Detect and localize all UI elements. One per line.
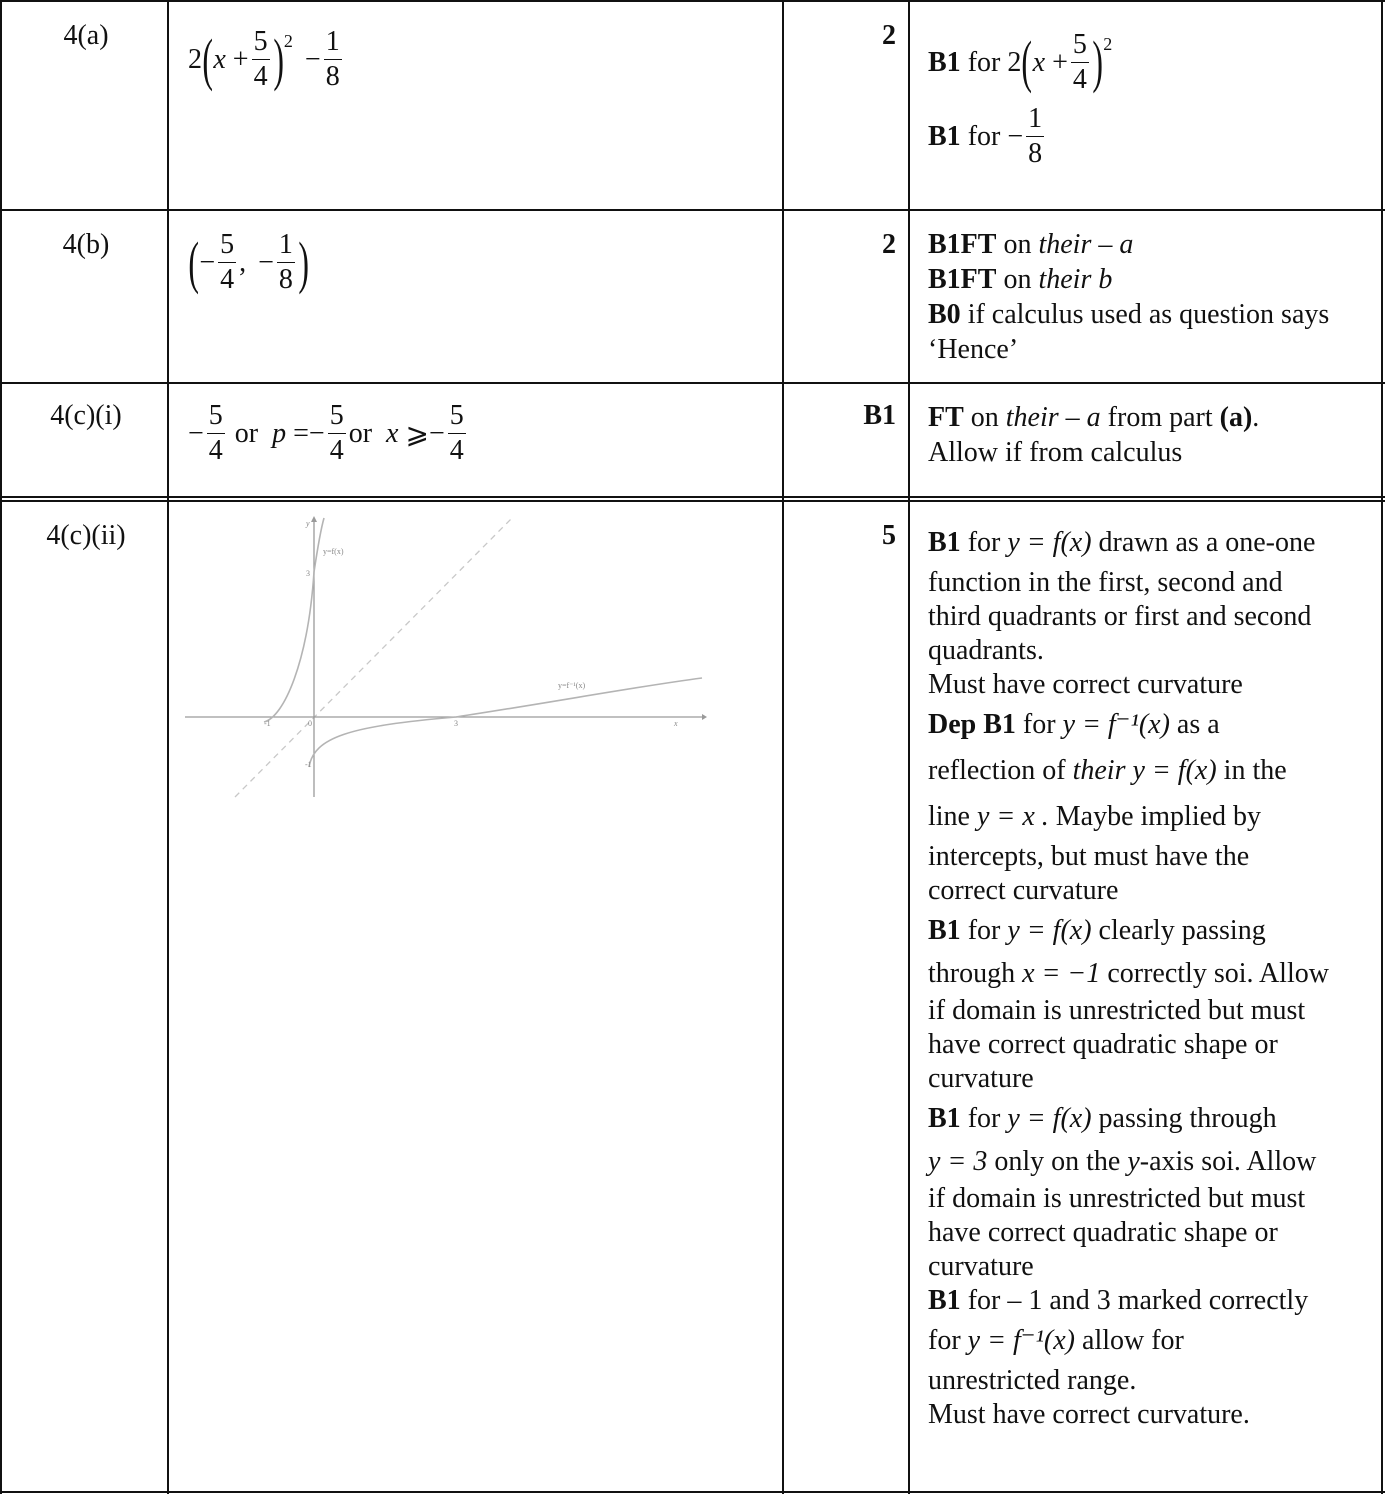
question-number: 4(b)	[62, 229, 110, 260]
row-divider	[0, 496, 1385, 498]
graph-svg	[180, 512, 710, 802]
table-row	[0, 384, 1385, 496]
guidance-text: B1 for 2 ( x + $\frac{5}{4}$ ) $^2$ B1 for − $\frac{1}{8}$	[928, 28, 1113, 169]
answer-expression: 2 ( x + $\frac{5}{4}$ ) $^2$ − $\frac{1}{8}$	[188, 26, 340, 92]
marks-value: 5	[882, 520, 896, 551]
question-number: 4(c)(i)	[50, 400, 122, 431]
graph-figure	[180, 512, 710, 802]
label-f-inverse: y=f⁻¹(x)	[558, 681, 586, 690]
question-number: 4(a)	[63, 20, 109, 51]
axis-label-y: y	[306, 519, 310, 528]
marks-value: 2	[882, 20, 896, 51]
line-y-equals-x	[235, 518, 512, 797]
axis-label-x: x	[674, 719, 678, 728]
answer-expression: ( − $\frac{5}{4}$ , − $\frac{1}{8}$ )	[188, 229, 309, 295]
answer-expression: − $\frac{5}{4}$ or p = − $\frac{5}{4}$ or x ⩾ − $\frac{5}{4}$	[188, 400, 464, 466]
marks-value: 2	[882, 229, 896, 260]
tick-label: 0	[308, 719, 312, 728]
table-row	[0, 0, 1385, 209]
guidance-text: FT on their – a from part (a). Allow if from calculus	[928, 402, 1260, 468]
curve-f	[264, 518, 324, 722]
table-border-bottom	[0, 1491, 1385, 1493]
x-axis-arrow	[702, 714, 707, 720]
y-axis-arrow	[311, 516, 317, 522]
curve-f-inverse	[309, 678, 702, 767]
label-f: y=f(x)	[323, 547, 344, 556]
table-row	[0, 502, 1385, 1491]
tick-label: -1	[264, 719, 271, 728]
table-row	[0, 211, 1385, 382]
guidance-text: B1FT on their – a B1FT on their b B0 if calculus used as question says ‘Hence’	[928, 229, 1330, 365]
marks-value: B1	[863, 400, 896, 431]
guidance-text: B1 for y = f(x) drawn as a one-one function in the first, second and third quadrants or first and second quadrants. Must have correct curvature Dep B1 for y = f⁻¹(x) as a reflection of their y = f(x) in the line y = x . Maybe implied by intercepts, but must have the correct curvature B1 for y = f(x) clearly passing through x = −1 correctly soi. Allow if domain is unrestricted but must have correct quadratic shape or curvature B1 for y = f(x) passing through y = 3 only on the y-axis soi. Allow if domain is unrestricted but must have correct quadratic shape or curvature B1 for – 1 and 3 marked correctly for y = f⁻¹(x) allow for unrestricted range. Must have correct curvature.	[928, 527, 1329, 1430]
tick-label: 3	[454, 719, 458, 728]
tick-label: 3	[306, 569, 310, 578]
tick-label: -1	[305, 760, 312, 769]
question-number: 4(c)(ii)	[46, 520, 126, 551]
